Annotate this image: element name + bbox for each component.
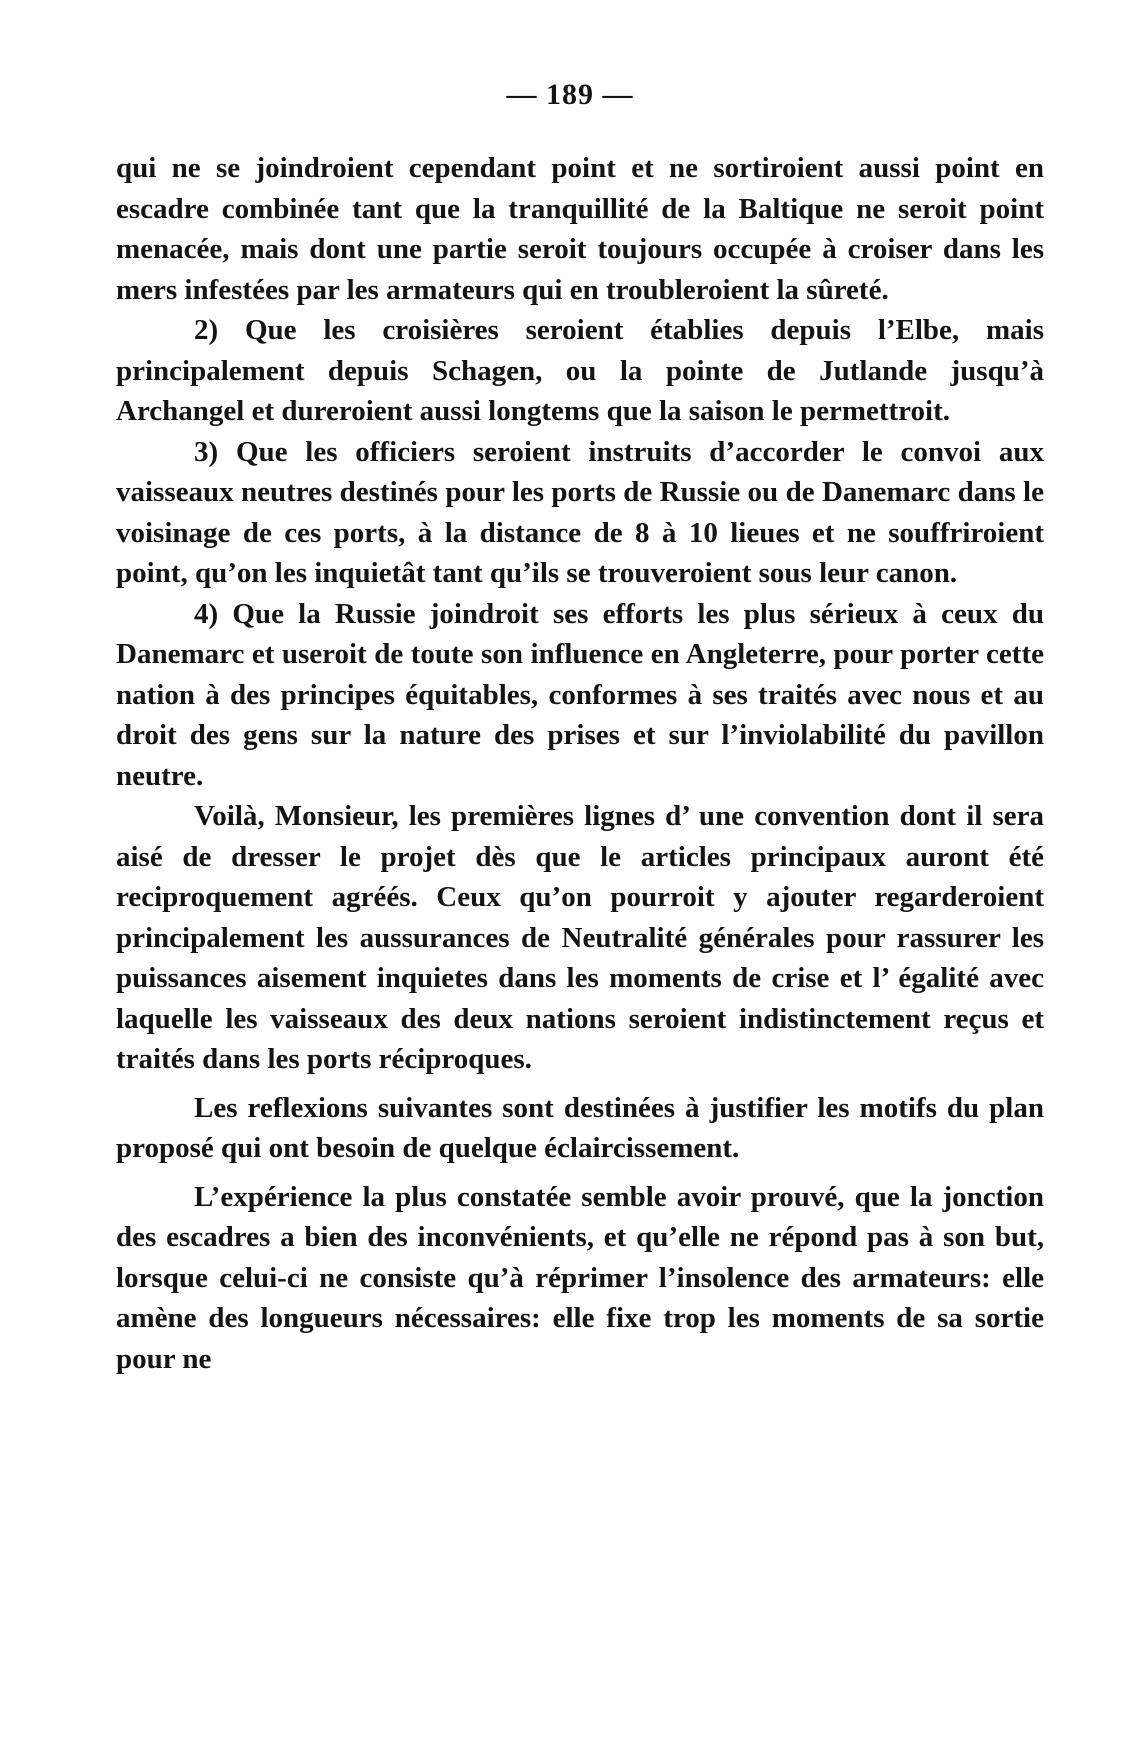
paragraph-reflexions: Les reflexions suivantes sont destinées à justifier les motifs du plan proposé qui ont besoin de quelque éclaircissement. (116, 1091, 1044, 1164)
page-number: — 189 — (506, 78, 634, 111)
paragraph-point-2: 2) Que les croisières seroient établies depuis l’Elbe, mais principalement depuis Schagen, ou la pointe de Jutlande jusqu’à Archangel et dureroient aussi longtems que la saison le permettroit. (116, 314, 1044, 427)
body-text (116, 148, 1044, 1379)
paragraph-experience: L’expérience la plus constatée semble avoir prouvé, que la jonction des escadres a bien des inconvénients, et qu’elle ne répond pas à son but, lorsque celui-ci ne consiste qu’à réprimer l’insolence des armateurs: elle amène des longueurs nécessaires: elle fixe trop les moments de sa sortie pour ne (116, 1180, 1044, 1375)
paragraph-point-3: 3) Que les officiers seroient instruits d’accorder le convoi aux vaisseaux neutres destinés pour les ports de Russie ou de Danemarc dans le voisinage de ces ports, à la distance de 8 à 10 lieues et ne souffriroient point, qu’on les inquietât tant qu’ils se trouveroient sous leur canon. (116, 435, 1044, 589)
paragraph-point-4: 4) Que la Russie joindroit ses efforts les plus sérieux à ceux du Danemarc et useroit de toute son influence en Angleterre, pour porter cette nation à des principes équitables, conformes à ses traités avec nous et au droit des gens sur la nature des prises et sur l’inviolabilité du pavillon neutre. (116, 597, 1044, 792)
paragraph-continuation: qui ne se joindroient cependant point et ne sortiroient aussi point en escadre combinée tant que la tranquillité de la Baltique ne seroit point menacée, mais dont une partie seroit toujours occupée à croiser dans les mers infestées par les armateurs qui en troubleroient la sûreté. (116, 152, 1044, 306)
paragraph-convention: Voilà, Monsieur, les premières lignes d’ une convention dont il sera aisé de dresser le projet dès que le articles principaux auront été reciproquement agréés. Ceux qu’on pourroit y ajouter regarderoient principalement les aussurances de Neutralité générales pour rassurer les puissances aisement inquietes dans les moments de crise et l’ égalité avec laquelle les vaisseaux des deux nations seroient indistinctement reçus et traités dans les ports réciproques. (116, 800, 1044, 1075)
